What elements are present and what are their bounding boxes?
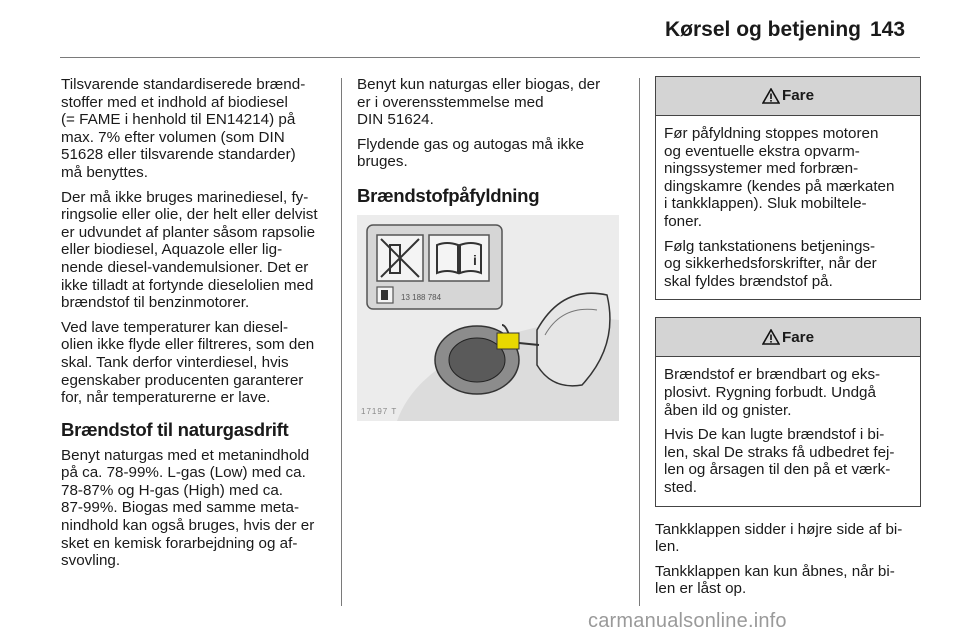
warning-title: Fare [781, 328, 815, 346]
yellow-label [497, 333, 519, 349]
page-header [0, 0, 960, 58]
manual-book-icon [429, 235, 489, 281]
heading-refueling: Brændstofpåfyldning [357, 184, 540, 206]
page-number: 143 [870, 18, 906, 41]
warning-text: Hvis De kan lugte brændstof i bi- len, skal De straks få udbedret fej- len og årsagen til den på et værk- sted. [664, 426, 895, 496]
svg-text:i: i [473, 251, 477, 268]
column-divider-2 [639, 78, 640, 606]
heading-natural-gas: Brændstof til naturgasdrift [61, 418, 289, 440]
header-rule [60, 57, 920, 58]
warning-text: Følg tankstationens betjenings- og sikkerhedsforskrifter, når der skal fyldes brændstof på. [664, 237, 877, 290]
paragraph-biodiesel: Tilsvarende standardiserede brænd- stoffer med et indhold af biodiesel (= FAME i henhold til EN14214) på max. 7% efter volumen (som DIN 51628 eller tilsvarende standarder) må benyttes. [61, 76, 306, 181]
figure-caption: 17197 T [361, 407, 398, 417]
column-1 [61, 76, 327, 577]
fuel-flap-illustration [357, 215, 619, 421]
paragraph-flap-location: Tankklappen sidder i højre side af bi- len. [655, 520, 903, 556]
warning-text: Før påfyldning stoppes motoren og eventuelle ekstra opvarm- ningssystemer med forbræn- dingskamre (kendes på mærkaten i tankklappen). Sluk mobiltele- foner. [664, 125, 895, 230]
paragraph-low-temperatures: Ved lave temperaturer kan diesel- olien ikke flyde eller filtreres, som den skal. Tank derfor vinterdiesel, hvis egenskaber producenten garanterer for, når temperaturerne er lave. [61, 318, 315, 407]
paragraph-biogas: Benyt kun naturgas eller biogas, der er i overensstemmelse med DIN 51624. [357, 76, 601, 129]
column-3 [655, 76, 921, 605]
warning-header [656, 77, 920, 116]
figure-label: 13 188 784 [401, 292, 442, 302]
fuel-flap-drawing [357, 215, 619, 421]
warning-header [656, 318, 920, 357]
header-title: Kørsel og betjening [665, 18, 862, 41]
paragraph-natural-gas: Benyt naturgas med et metanindhold på ca. 78-99%. L-gas (Low) med ca. 78-87% og H-gas (High) med ca. 87-99%. Biogas med samme meta- nindhold kan også bruges, hvis der er sket en kemisk forarbejdning og af- svovling. [61, 446, 315, 570]
watermark: carmanualsonline.info [588, 610, 787, 632]
warning-title: Fare [781, 87, 815, 105]
paragraph-liquid-gas: Flydende gas og autogas må ikke bruges. [357, 135, 585, 171]
column-divider-1 [341, 78, 342, 606]
no-phone-icon [377, 235, 423, 281]
fuel-pump-icon [377, 287, 393, 303]
warning-triangle-icon [762, 329, 780, 345]
paragraph-flap-opening: Tankklappen kan kun åbnes, når bi- len er låst op. [655, 562, 895, 598]
warning-triangle-icon [762, 88, 780, 104]
warning-box-1 [655, 76, 921, 300]
warning-text: Brændstof er brændbart og eks- plosivt. Rygning forbudt. Undgå åben ild og gnister. [664, 366, 881, 419]
paragraph-marine-diesel: Der må ikke bruges marinediesel, fy- ringsolie eller olie, der helt eller delvist er udvundet af planter såsom rapsolie eller biodiesel, Aquazole eller lig- nende diesel-vandemulsioner. Det er ikke tilladt at fortynde dieselolien med brændstof til benzinmotorer. [61, 188, 318, 312]
column-2 [357, 76, 623, 421]
warning-box-2 [655, 317, 921, 506]
